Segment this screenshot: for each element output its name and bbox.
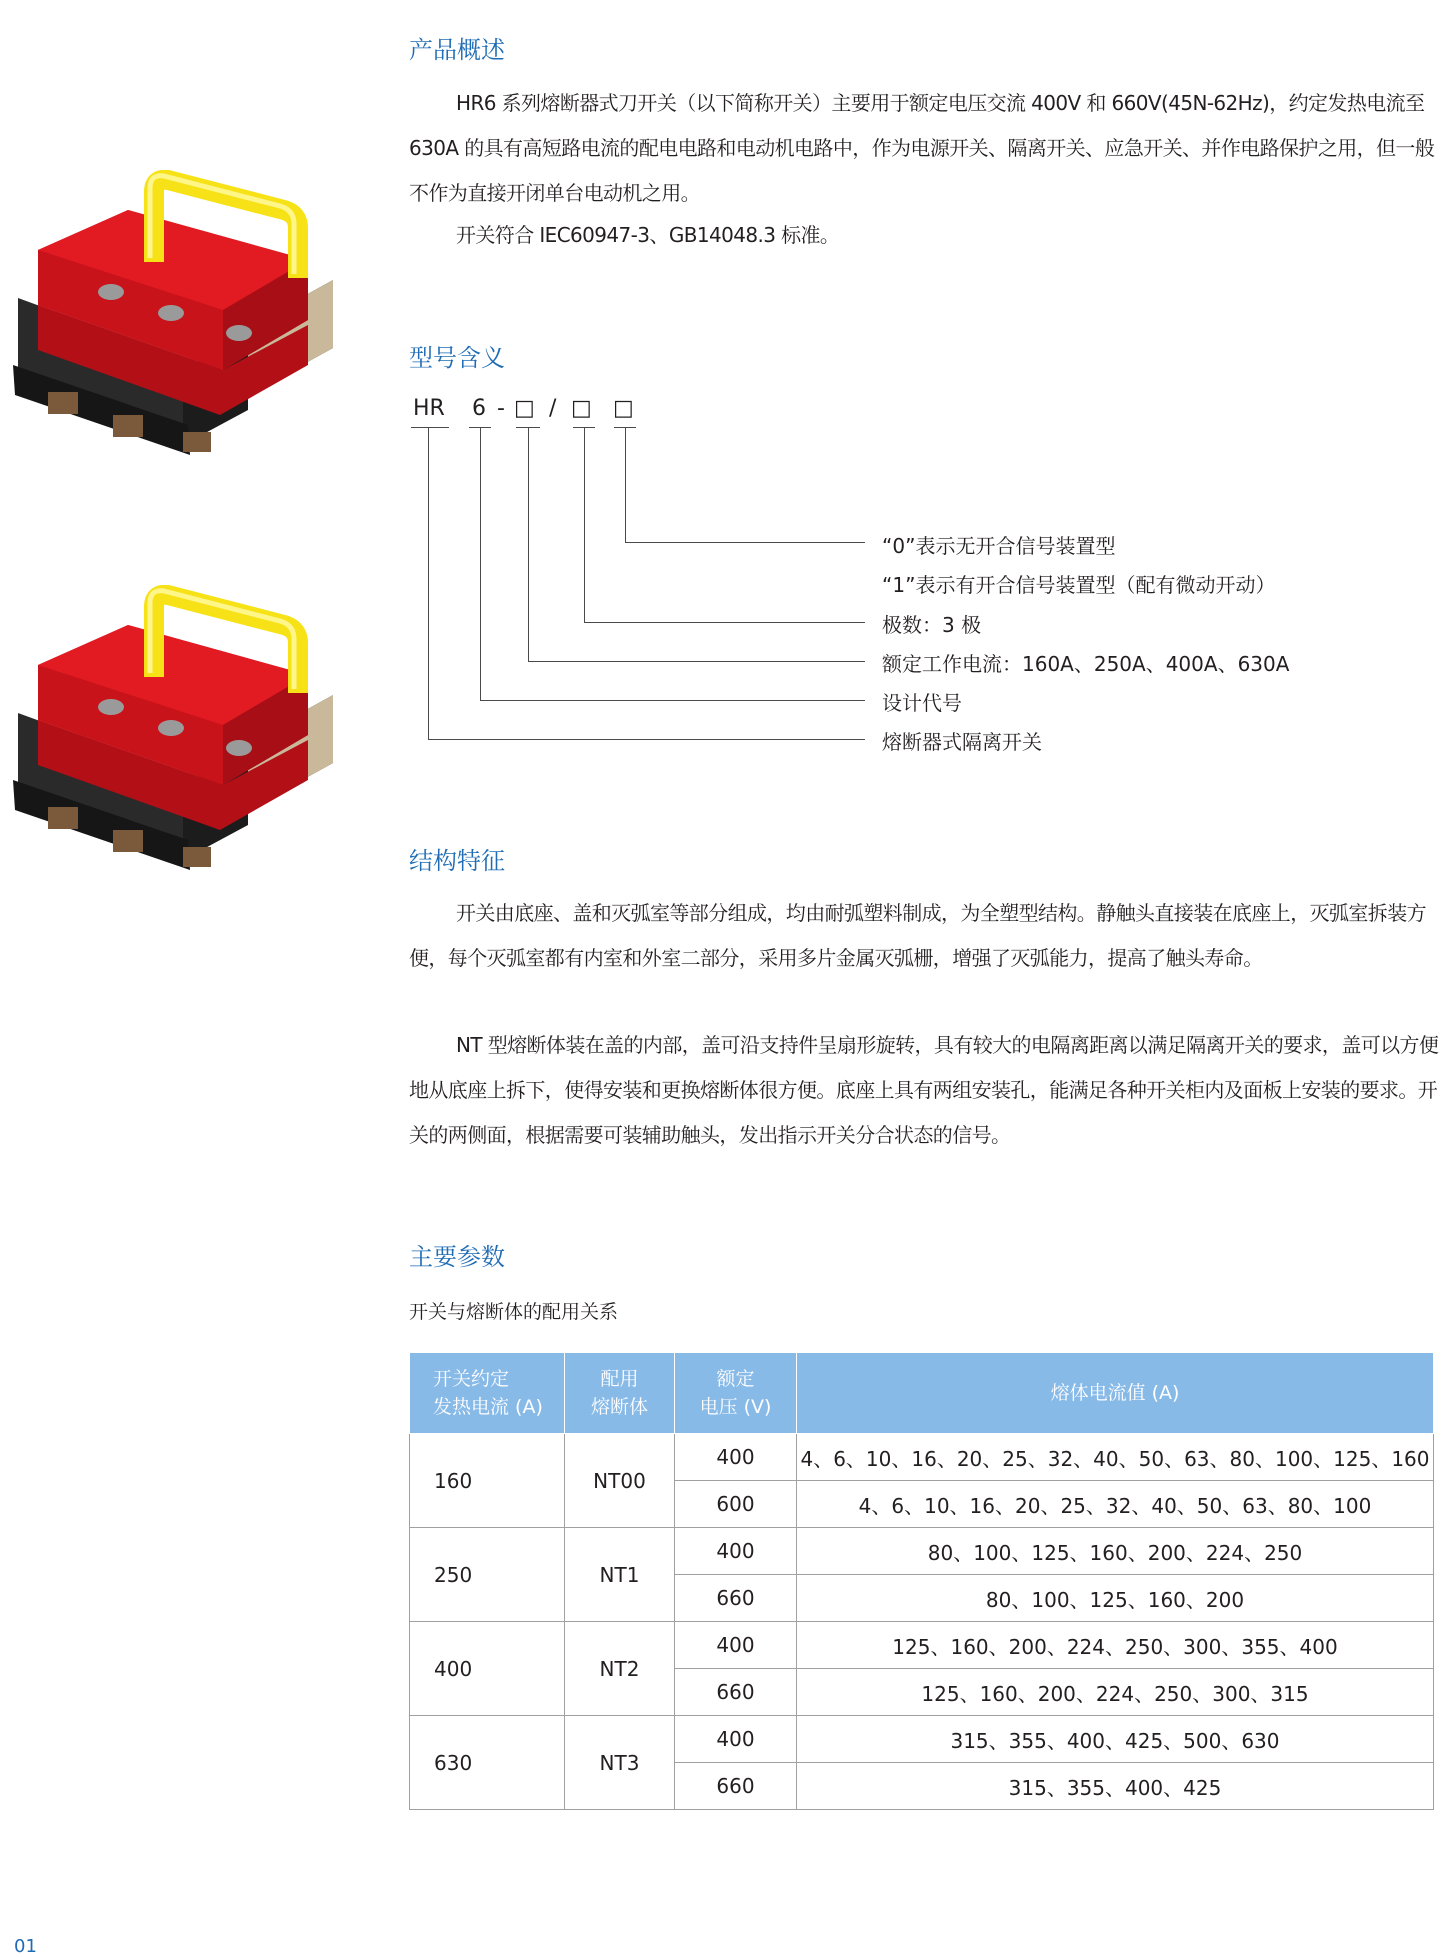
model-code-box-1: □ xyxy=(514,396,535,421)
cell-voltage: 660 xyxy=(675,1575,797,1622)
model-leader-line xyxy=(528,661,865,662)
model-leader-line xyxy=(480,427,481,700)
cell-voltage: 400 xyxy=(675,1528,797,1575)
cell-voltage: 660 xyxy=(675,1669,797,1716)
header-voltage: 额定 电压 (V) xyxy=(675,1353,797,1434)
cell-values: 315、355、400、425 xyxy=(797,1763,1434,1810)
cell-values: 125、160、200、224、250、300、355、400 xyxy=(797,1622,1434,1669)
model-leader-line xyxy=(625,427,626,542)
model-desc-current: 额定工作电流：160A、250A、400A、630A xyxy=(882,652,1290,676)
cell-values: 80、100、125、160、200、224、250 xyxy=(797,1528,1434,1575)
model-code-slash: / xyxy=(549,396,557,421)
model-desc-signal-1: “1”表示有开合信号装置型（配有微动开动） xyxy=(882,573,1276,597)
structure-paragraph-1: 开关由底座、盖和灭弧室等部分组成，均由耐弧塑料制成，为全塑型结构。静触头直接装在底座上，灭弧室拆装方便，每个灭弧室都有内室和外室二部分，采用多片金属灭弧栅，增强了灭弧能力，提高了触头寿命。 xyxy=(409,901,1426,970)
model-desc-design-code: 设计代号 xyxy=(882,691,962,715)
model-leader-line xyxy=(480,700,865,701)
fuse-matching-table xyxy=(409,1352,1434,1810)
overview-paragraph-1: HR6 系列熔断器式刀开关（以下简称开关）主要用于额定电压交流 400V 和 660V(45N-62Hz)，约定发热电流至 630A 的具有高短路电流的配电电路和电动机电路中，作为电源开关、隔离开关、应急开关、并作电路保护之用，但一般不作为直接开闭单台电动机之用。 xyxy=(409,91,1435,205)
params-subtitle: 开关与熔断体的配用关系 xyxy=(409,1301,619,1323)
model-code-hr: HR xyxy=(413,396,445,421)
model-leader-line xyxy=(625,542,865,543)
cell-values: 4、6、10、16、20、25、32、40、50、63、80、100、125、160 xyxy=(797,1434,1434,1481)
page-number: 01 xyxy=(14,1936,37,1957)
structure-heading: 结构特征 xyxy=(409,847,505,875)
cell-voltage: 600 xyxy=(675,1481,797,1528)
header-rated-current: 开关约定 发热电流 (A) xyxy=(410,1353,565,1434)
product-photo-top xyxy=(8,170,338,470)
cell-voltage: 400 xyxy=(675,1716,797,1763)
fuse-switch-illustration xyxy=(13,176,333,455)
model-underline xyxy=(411,427,449,428)
overview-paragraph-2: 开关符合 IEC60947-3、GB14048.3 标准。 xyxy=(456,223,840,247)
table-row xyxy=(410,1622,1434,1669)
header-fuse-current-values: 熔体电流值 (A) xyxy=(797,1353,1434,1434)
structure-paragraph-2: NT 型熔断体装在盖的内部，盖可沿支持件呈扇形旋转，具有较大的电隔离距离以满足隔离开关的要求，盖可以方便地从底座上拆下，使得安装和更换熔断体很方便。底座上具有两组安装孔，能满足各种开关柜内及面板上安装的要求。开关的两侧面，根据需要可装辅助触头，发出指示开关分合状态的信号。 xyxy=(409,1033,1439,1147)
model-code-6: 6 xyxy=(472,396,486,421)
model-leader-line xyxy=(428,427,429,739)
model-desc-poles: 极数：3 极 xyxy=(882,613,982,637)
cell-voltage: 400 xyxy=(675,1434,797,1481)
cell-current: 250 xyxy=(410,1528,565,1622)
overview-heading: 产品概述 xyxy=(409,36,505,64)
model-code-box-3: □ xyxy=(613,396,634,421)
table-row xyxy=(410,1528,1434,1575)
model-desc-signal-0: “0”表示无开合信号装置型 xyxy=(882,534,1116,558)
model-leader-line xyxy=(428,739,865,740)
cell-voltage: 660 xyxy=(675,1763,797,1810)
model-heading: 型号含义 xyxy=(409,344,505,372)
cell-values: 80、100、125、160、200 xyxy=(797,1575,1434,1622)
cell-fuse: NT3 xyxy=(565,1716,675,1810)
table-row xyxy=(410,1434,1434,1481)
table-header-row xyxy=(410,1353,1434,1434)
cell-voltage: 400 xyxy=(675,1622,797,1669)
cell-fuse: NT1 xyxy=(565,1528,675,1622)
cell-current: 160 xyxy=(410,1434,565,1528)
product-photo-bottom xyxy=(8,585,338,885)
cell-fuse: NT00 xyxy=(565,1434,675,1528)
cell-current: 630 xyxy=(410,1716,565,1810)
params-heading: 主要参数 xyxy=(409,1243,505,1271)
model-code-dash: - xyxy=(497,396,505,421)
cell-values: 4、6、10、16、20、25、32、40、50、63、80、100 xyxy=(797,1481,1434,1528)
cell-fuse: NT2 xyxy=(565,1622,675,1716)
header-fuse: 配用 熔断体 xyxy=(565,1353,675,1434)
model-leader-line xyxy=(584,427,585,622)
fuse-switch-illustration xyxy=(13,591,333,870)
cell-current: 400 xyxy=(410,1622,565,1716)
model-desc-type: 熔断器式隔离开关 xyxy=(882,730,1042,754)
model-leader-line xyxy=(584,622,865,623)
table-row xyxy=(410,1716,1434,1763)
cell-values: 125、160、200、224、250、300、315 xyxy=(797,1669,1434,1716)
model-code-box-2: □ xyxy=(571,396,592,421)
model-leader-line xyxy=(528,427,529,661)
cell-values: 315、355、400、425、500、630 xyxy=(797,1716,1434,1763)
